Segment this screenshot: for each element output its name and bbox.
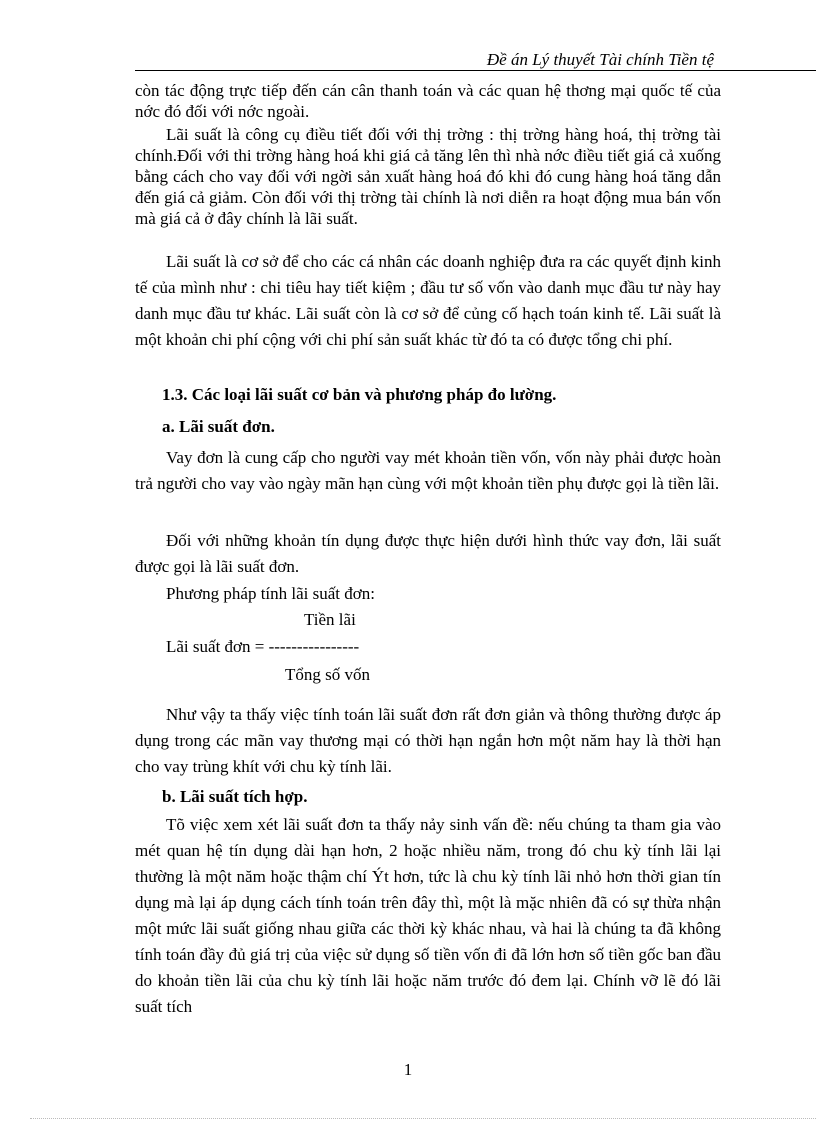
- paragraph-3-wrap: [135, 249, 721, 353]
- paragraph-6-wrap: [135, 581, 721, 607]
- formula-numerator: Tiền lãi: [304, 610, 356, 629]
- paragraph-8: Tõ việc xem xét lãi suất đơn ta thấy nảy sinh vấn đề: nếu chúng ta tham gia vào mét quan hệ tín dụng dài hạn hơn, 2 hoặc nhiều năm, trong đó chu kỳ tính lãi lại thường là một năm hoặc thậm chí Ýt hơn, tức là chu kỳ tính lãi nhỏ hơn thời gian tín dụng mà lại áp dụng cách tính toán trên đây thì, một là mặc nhiên đã có sự thừa nhận một mức lãi suất giống nhau giữa các thời kỳ khác nhau, và hai là chúng ta đã không tính toán đầy đủ giá trị của việc sử dụng số tiền vốn đi đã lớn hơn số tiền gốc ban đầu do khoản tiền lãi của chu kỳ tính lãi hoặc năm trước đó đem lại. Chính vỡ lẽ đó lãi suất tích: [135, 815, 721, 1016]
- paragraph-2: Lãi suất là công cụ điều tiết đối với thị trờng : thị trờng hàng hoá, thị trờng tài chính.Đối với thi trờng hàng hoá khi giá cả tăng lên thì nhà nớc điều tiết giá cả xuống bằng cách cho vay đối với ngời sản xuất hàng hoá đó khi đó cung hàng hoá tăng dẫn đến giá cả giảm. Còn đối với thị trờng tài chính là nơi diễn ra hoạt động mua bán vốn mà giá cả ở đây chính là lãi suất.: [135, 125, 721, 228]
- footer-divider: [30, 1118, 816, 1119]
- paragraph-1-wrap: [135, 80, 721, 122]
- paragraph-5: Đối với những khoản tín dụng được thực hiện dưới hình thức vay đơn, lãi suất được gọi là lãi suất đơn.: [135, 531, 721, 576]
- formula: [135, 610, 721, 690]
- page-header: [135, 50, 816, 71]
- paragraph-6: Phương pháp tính lãi suất đơn:: [166, 584, 375, 603]
- section-heading-a: a. Lãi suất đơn.: [162, 417, 275, 436]
- document-title: Đề án Lý thuyết Tài chính Tiền tệ: [486, 50, 714, 69]
- formula-label: Lãi suất đơn = ----------------: [166, 637, 360, 656]
- paragraph-7: Như vậy ta thấy việc tính toán lãi suất đơn rất đơn giản và thông thường được áp dụng trong các mãn vay thương mại có thời hạn ngắn hơn một năm hay là thời hạn cho vay trùng khít với chu kỳ tính lãi.: [135, 705, 721, 776]
- paragraph-4-wrap: [135, 445, 721, 497]
- section-heading-1-3: 1.3. Các loại lãi suất cơ bản và phương pháp đo lường.: [162, 385, 557, 404]
- paragraph-7-wrap: [135, 702, 721, 780]
- paragraph-8-wrap: [135, 812, 721, 1020]
- formula-denominator: Tổng số vốn: [285, 665, 370, 684]
- paragraph-2-wrap: [135, 124, 721, 229]
- paragraph-3: Lãi suất là cơ sở để cho các cá nhân các doanh nghiệp đưa ra các quyết định kinh tế của mình như : chi tiêu hay tiết kiệm ; đầu tư số vốn vào danh mục đầu tư này hay danh mục đầu tư khác. Lãi suất còn là cơ sở để củng cố hạch toán kinh tế. Lãi suất là một khoản chi phí cộng với chi phí sản suất khác từ đó ta có được tổng chi phí.: [135, 252, 721, 349]
- heading-b-wrap: [135, 784, 721, 810]
- page-number: 1: [403, 1060, 413, 1079]
- heading-1-wrap: [135, 382, 721, 408]
- paragraph-1: còn tác động trực tiếp đến cán cân thanh toán và các quan hệ thơng mại quốc tế của nớc đó đối với nớc ngoài.: [135, 81, 721, 121]
- paragraph-5-wrap: [135, 528, 721, 580]
- paragraph-4: Vay đơn là cung cấp cho người vay mét khoản tiền vốn, vốn này phải được hoàn trả người cho vay vào ngày mãn hạn cùng với một khoản tiền phụ được gọi là tiền lãi.: [135, 448, 721, 493]
- heading-a-wrap: [135, 414, 721, 440]
- section-heading-b: b. Lãi suất tích hợp.: [162, 787, 308, 806]
